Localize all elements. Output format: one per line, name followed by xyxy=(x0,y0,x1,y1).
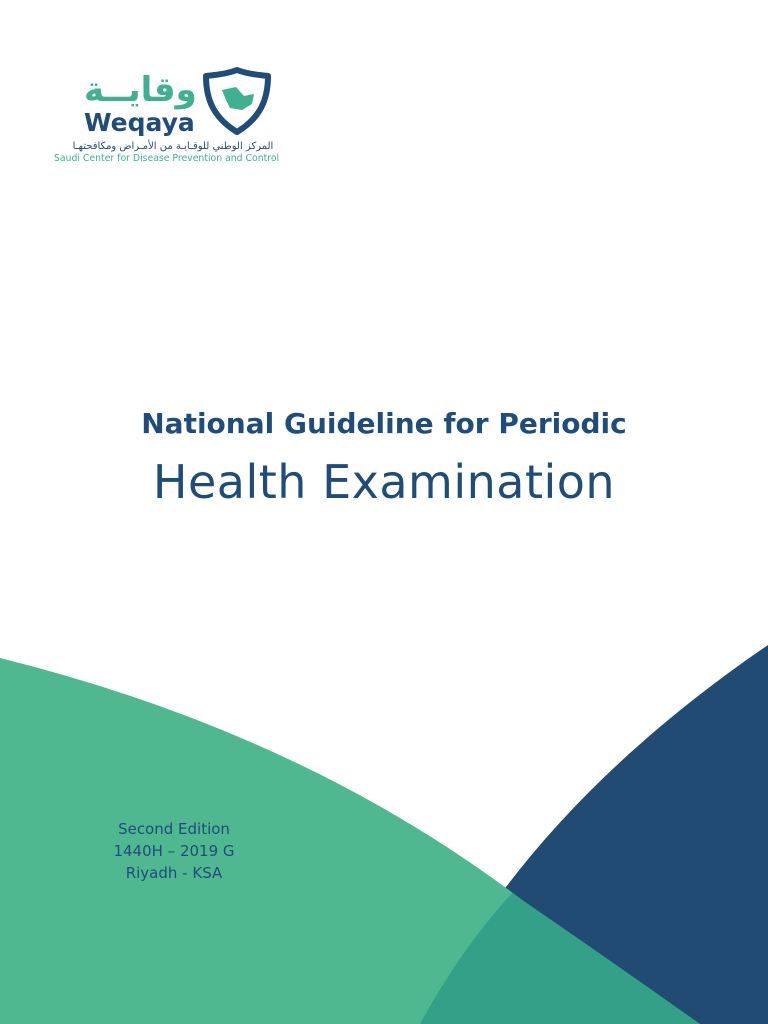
document-title-line1: National Guideline for Periodic xyxy=(141,407,627,440)
edition-info xyxy=(100,818,248,884)
logo-arabic-subtitle: المركز الوطني للوقـايـة من الأمـراض ومكافحتهـا xyxy=(72,141,274,152)
edition-label: Second Edition xyxy=(118,820,230,838)
edition-location: Riyadh - KSA xyxy=(125,864,223,882)
weqaya-logo xyxy=(52,62,302,172)
edition-date: 1440H – 2019 G xyxy=(113,842,235,860)
shield-map-icon xyxy=(202,66,272,136)
logo-arabic-name: وقايــة xyxy=(84,70,197,110)
logo-latin-name: Weqaya xyxy=(84,108,195,137)
logo-english-subtitle: Saudi Center for Disease Prevention and Control xyxy=(54,153,280,164)
document-title-line2: Health Examination xyxy=(152,455,616,509)
